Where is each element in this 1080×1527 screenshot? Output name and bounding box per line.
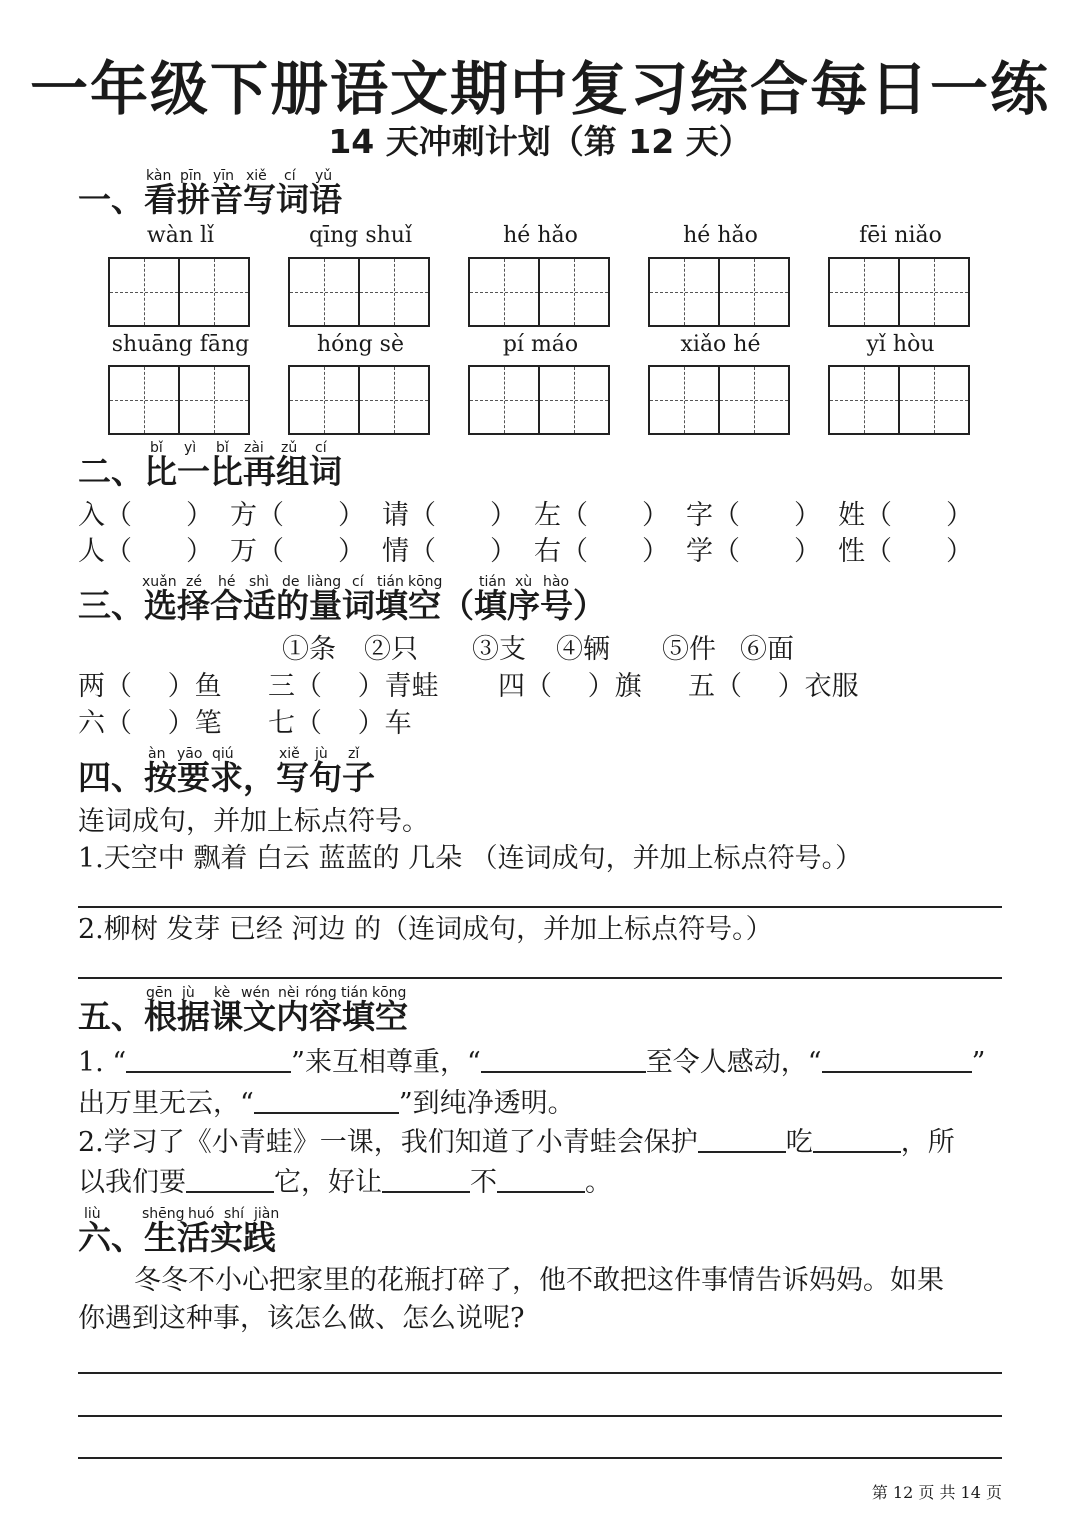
fill-blank[interactable] [698,1151,786,1153]
heading-pinyin: kōng [372,985,407,1001]
writing-grid[interactable] [108,365,250,435]
fill-item[interactable]: 五（ ）衣服 [688,671,859,702]
heading-pinyin: bǐ [150,440,163,456]
writing-grid[interactable] [828,365,970,435]
compare-item[interactable]: 右（ ） [534,536,669,567]
pinyin-label: fēi niǎo [859,223,942,248]
section-heading: 二、比一比再组词 [78,452,342,491]
page-title: 一年级下册语文期中复习综合每日一练 [29,55,1050,123]
question-2: 2.柳树 发芽 已经 河边 的（连词成句，并加上标点符号。） [78,914,773,945]
compare-item[interactable]: 左（ ） [534,500,669,531]
fill-sentence-2 [78,1126,955,1160]
answer-line[interactable] [78,1457,1002,1459]
heading-pinyin: liàng [307,574,342,590]
heading-pinyin: bǐ [216,440,229,456]
compare-item[interactable]: 人（ ） [78,536,213,567]
measure-word-option: ⑥面 [740,634,794,665]
compare-item[interactable]: 学（ ） [686,536,821,567]
fill-blank[interactable] [822,1071,972,1073]
heading-pinyin: shēng [142,1206,185,1222]
pinyin-label: yǐ hòu [866,332,935,357]
fill-blank[interactable] [481,1071,646,1073]
fill-blank[interactable] [126,1071,291,1073]
heading-pinyin: xiě [246,168,267,184]
writing-grid[interactable] [108,257,250,327]
heading-pinyin: xù [515,574,533,590]
writing-grid[interactable] [648,257,790,327]
heading-pinyin: tián [377,574,404,590]
measure-word-option: ②只 [364,634,418,665]
heading-pinyin: tián [479,574,506,590]
heading-pinyin: zé [186,574,202,590]
section-heading: 三、选择合适的量词填空（填序号） [78,586,606,625]
pinyin-label: shuāng fāng [111,332,250,357]
heading-pinyin: liù [84,1206,101,1222]
scenario-text: 冬冬不小心把家里的花瓶打碎了，他不敢把这件事情告诉妈妈。如果 [134,1265,944,1296]
answer-line[interactable] [78,906,1002,908]
writing-grid[interactable] [288,365,430,435]
heading-pinyin: pīn [180,168,202,184]
page-number: 第 12 页 共 14 页 [871,1483,1002,1502]
heading-pinyin: kè [214,985,231,1001]
sentence-text: 2.学习了《小青蛙》一课，我们知道了小青蛙会保护 [78,1127,698,1158]
pinyin-label: qīng shuǐ [308,223,413,248]
heading-pinyin: yīn [213,168,235,184]
fill-item[interactable]: 六（ ）笔 [78,708,222,739]
heading-pinyin: zài [244,440,264,456]
fill-blank[interactable] [382,1191,470,1193]
heading-pinyin: yāo [177,746,203,762]
compare-item[interactable]: 入（ ） [78,500,213,531]
pinyin-label: hé hǎo [503,223,578,248]
heading-pinyin: yǔ [315,168,333,184]
fill-item[interactable]: 两（ ）鱼 [78,671,222,702]
writing-grid[interactable] [468,365,610,435]
section-heading: 五、根据课文内容填空 [78,997,408,1036]
fill-sentence-1-cont [78,1087,575,1121]
pinyin-label: hé hǎo [683,223,758,248]
compare-item[interactable]: 情（ ） [382,536,517,567]
sentence-text: ”来互相尊重，“ [291,1047,481,1078]
heading-pinyin: zǔ [281,440,298,456]
compare-item[interactable]: 方（ ） [230,500,365,531]
heading-pinyin: zǐ [348,746,360,762]
section-heading: 四、按要求，写句子 [78,758,375,797]
heading-pinyin: nèi [278,985,300,1001]
pinyin-label: wàn lǐ [146,223,215,248]
pinyin-label: xiǎo hé [680,332,761,357]
heading-pinyin: shí [224,1206,245,1222]
heading-pinyin: xuǎn [142,574,177,590]
measure-word-option: ①条 [282,634,336,665]
measure-word-option: ⑤件 [662,634,716,665]
sentence-text: 出万里无云，“ [78,1088,254,1119]
sentence-text: 它，好让 [274,1167,382,1198]
pinyin-label: pí máo [502,332,579,357]
answer-line[interactable] [78,977,1002,979]
heading-pinyin: qiú [212,746,234,762]
heading-pinyin: jiàn [254,1206,280,1222]
sentence-text: 1. “ [78,1047,127,1078]
question-1: 1.天空中 飘着 白云 蓝蓝的 几朵 （连词成句，并加上标点符号。） [78,843,863,874]
compare-item[interactable]: 姓（ ） [838,500,973,531]
fill-blank[interactable] [813,1151,901,1153]
heading-pinyin: yì [184,440,197,456]
fill-blank[interactable] [254,1112,399,1114]
heading-pinyin: wén [241,985,270,1001]
fill-blank[interactable] [497,1191,585,1193]
heading-pinyin: cí [284,168,296,184]
heading-pinyin: xiě [279,746,300,762]
compare-item[interactable]: 万（ ） [230,536,365,567]
sentence-text: 至令人感动，“ [645,1047,822,1078]
heading-pinyin: cí [352,574,364,590]
heading-pinyin: huó [188,1206,215,1222]
sentence-text: ” [971,1047,986,1078]
section-heading: 一、看拼音写词语 [78,180,342,219]
measure-word-option: ④辆 [556,634,610,665]
heading-pinyin: àn [148,746,166,762]
fill-item[interactable]: 四（ ）旗 [498,671,642,702]
fill-item[interactable]: 三（ ）青蛙 [268,671,439,702]
compare-item[interactable]: 性（ ） [838,536,973,567]
writing-grid[interactable] [468,257,610,327]
sentence-text: ”到纯净透明。 [398,1088,575,1119]
sentence-text: 。 [585,1167,612,1198]
fill-blank[interactable] [186,1191,274,1193]
heading-pinyin: kàn [146,168,172,184]
heading-pinyin: shì [249,574,270,590]
fill-sentence-2-cont [78,1166,612,1200]
sentence-text: ，所 [900,1127,955,1158]
sentence-text: 不 [470,1167,497,1198]
fill-item[interactable]: 七（ ）车 [268,708,412,739]
heading-pinyin: hào [543,574,570,590]
section-heading: 六、生活实践 [78,1218,276,1257]
heading-pinyin: kōng [408,574,443,590]
compare-item[interactable]: 请（ ） [382,500,517,531]
writing-grid[interactable] [828,257,970,327]
writing-grid[interactable] [288,257,430,327]
heading-pinyin: jù [315,746,328,762]
sentence-text: 以我们要 [78,1167,186,1198]
heading-pinyin: róng [305,985,337,1001]
measure-word-option: ③支 [472,634,526,665]
answer-line[interactable] [78,1415,1002,1417]
fill-sentence-1 [78,1046,985,1080]
heading-pinyin: gēn [146,985,173,1001]
heading-pinyin: de [282,574,300,590]
heading-pinyin: tián [341,985,368,1001]
instruction: 连词成句，并加上标点符号。 [78,806,429,837]
writing-grid[interactable] [648,365,790,435]
answer-line[interactable] [78,1372,1002,1374]
compare-item[interactable]: 字（ ） [686,500,821,531]
page-subtitle: 14 天冲刺计划（第 12 天） [328,122,752,161]
heading-pinyin: hé [218,574,236,590]
scenario-text: 你遇到这种事，该怎么做、怎么说呢? [78,1303,525,1334]
heading-pinyin: jù [182,985,195,1001]
heading-pinyin: cí [315,440,327,456]
sentence-text: 吃 [785,1127,813,1158]
pinyin-label: hóng sè [317,332,404,357]
